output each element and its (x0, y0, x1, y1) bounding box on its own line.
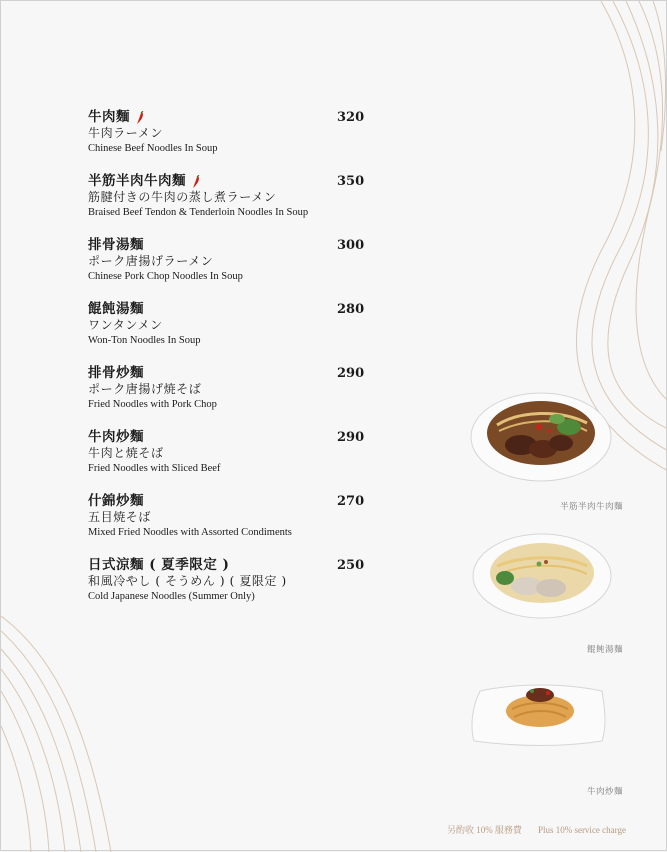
item-price: 290 (337, 430, 365, 445)
item-name-jp: 和風冷やし ( そうめん ) ( 夏限定 ) (88, 574, 287, 588)
photo-caption: 牛肉炒麵 (586, 787, 623, 797)
item-name-en: Chinese Pork Chop Noodles In Soup (88, 271, 243, 282)
menu-item (88, 493, 363, 557)
menu-item (88, 109, 363, 173)
item-price: 350 (337, 174, 365, 189)
menu-item (88, 557, 363, 621)
menu-item (88, 173, 363, 237)
item-name-en: Braised Beef Tendon & Tenderloin Noodles In Soup (88, 207, 309, 218)
item-name-zh: 日式涼麵 ( 夏季限定 ) (88, 557, 230, 573)
item-name-jp: 牛肉ラーメン (88, 126, 164, 140)
item-name-zh: 牛肉炒麵 (88, 429, 144, 445)
beef-noodle-soup-photo (469, 387, 613, 483)
item-name-zh: 什錦炒麵 (88, 493, 144, 509)
photo-caption: 半筋半肉牛肉麵 (559, 502, 623, 512)
item-name-zh: 排骨湯麵 (88, 237, 144, 253)
wonton-noodle-soup-photo (471, 528, 613, 620)
fried-beef-noodles-photo (468, 677, 610, 747)
photo-caption: 餛飩湯麵 (586, 645, 623, 655)
item-name-jp: 筋腱付きの牛肉の蒸し煮ラーメン (88, 190, 277, 204)
item-name-jp: ポーク唐揚げ焼そば (88, 382, 202, 396)
item-price: 270 (337, 494, 365, 509)
service-charge-zh: 另酌收 10% 服務費 (446, 825, 522, 835)
item-price: 250 (337, 558, 365, 573)
item-name-jp: 五目焼そば (88, 510, 152, 524)
item-name-zh: 排骨炒麵 (88, 365, 144, 381)
item-name-zh: 牛肉麵 (88, 109, 363, 126)
item-name-en: Fried Noodles with Pork Chop (88, 399, 217, 410)
menu-list (88, 109, 363, 621)
service-charge-note (431, 823, 626, 836)
item-name-en: Won-Ton Noodles In Soup (88, 335, 201, 346)
menu-item (88, 301, 363, 365)
item-name-zh: 餛飩湯麵 (88, 301, 144, 317)
menu-item (88, 365, 363, 429)
item-name-zh: 半筋半肉牛肉麵 (88, 173, 363, 190)
item-price: 290 (337, 366, 365, 381)
chili-pepper-icon (135, 111, 145, 125)
item-name-jp: ポーク唐揚げラーメン (88, 254, 214, 268)
item-name-jp: ワンタンメン (88, 318, 163, 332)
item-name-en: Fried Noodles with Sliced Beef (88, 463, 221, 474)
item-name-en: Chinese Beef Noodles In Soup (88, 143, 218, 154)
service-charge-en: Plus 10% service charge (537, 825, 626, 835)
item-name-jp: 牛肉と焼そば (88, 446, 164, 460)
item-price: 300 (337, 238, 365, 253)
chili-pepper-icon (191, 175, 201, 189)
item-price: 280 (337, 302, 365, 317)
item-name-en: Mixed Fried Noodles with Assorted Condiments (88, 527, 292, 538)
item-name-en: Cold Japanese Noodles (Summer Only) (88, 591, 255, 602)
menu-item (88, 237, 363, 301)
item-price: 320 (337, 110, 365, 125)
menu-item (88, 429, 363, 493)
